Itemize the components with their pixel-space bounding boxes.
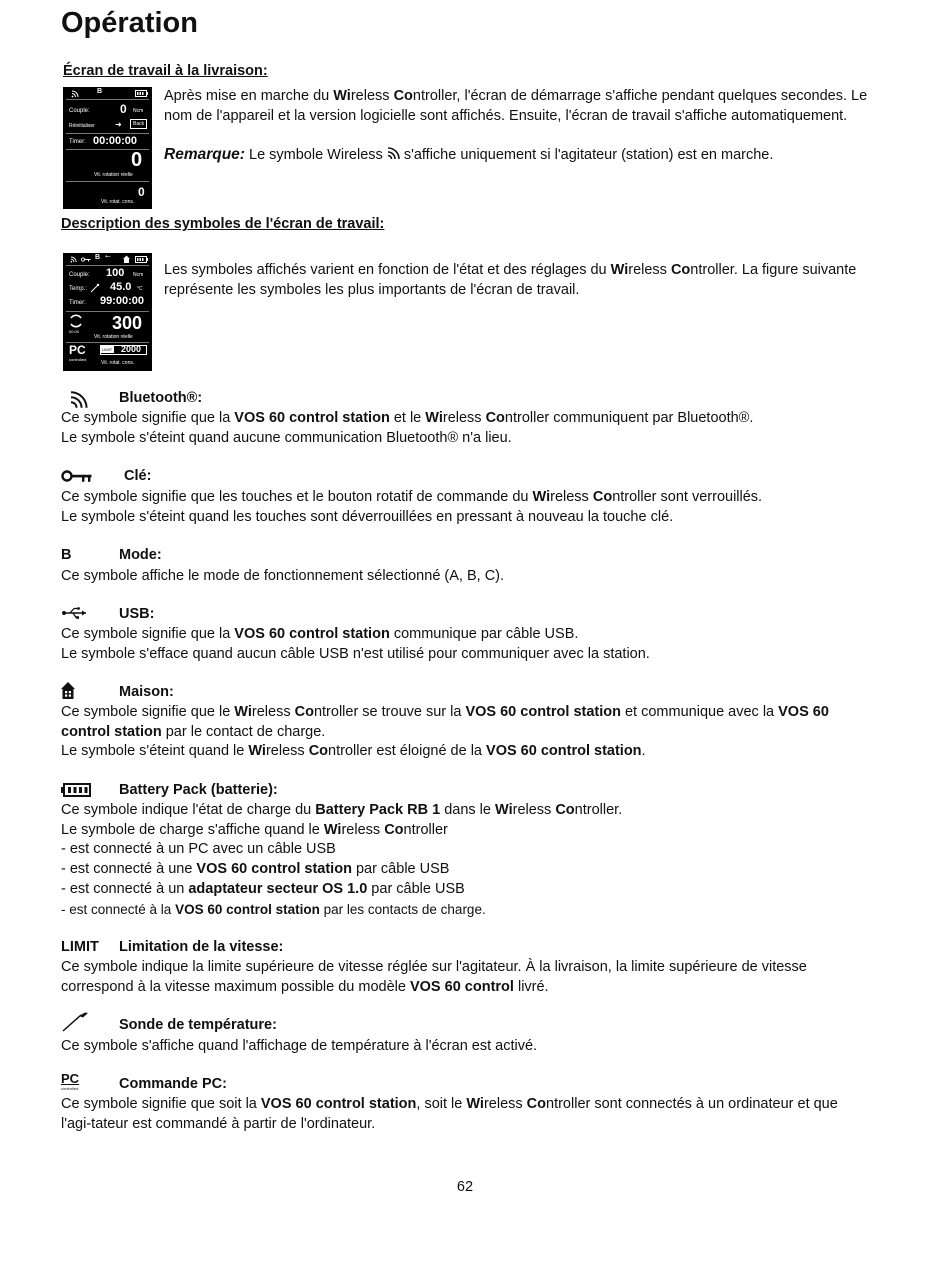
couple-value: 0 bbox=[120, 102, 127, 116]
battery-condition-3: - est connecté à un adaptateur secteur OS 1.0 par câble USB bbox=[61, 880, 465, 897]
timer-value: 99:00:00 bbox=[100, 295, 145, 307]
battery-title: Battery Pack (batterie): bbox=[119, 782, 278, 798]
mode-symbol: B bbox=[61, 547, 72, 563]
usb-description: Ce symbole signifie que la VOS 60 control station communique par câble USB. Le symbole s'efface quand aucun câble USB n'est utilisé pour communiquer avec la station. bbox=[61, 626, 650, 662]
setpoint-value: 0 bbox=[138, 185, 145, 199]
pc-symbol: PC bbox=[61, 1071, 80, 1086]
pc-title: Commande PC: bbox=[119, 1076, 227, 1092]
delivery-screen-paragraph: Après mise en marche du Wireless Controller, l'écran de démarrage s'affiche pendant quelques secondes. Le nom de l'appareil et la version logicielle sont affichés. Ensuite, l'écran de travail s'affiche automatiquement. bbox=[164, 88, 868, 124]
battery-description: Ce symbole indique l'état de charge du Battery Pack RB 1 dans le Wireless Controller. Le symbole de charge s'affiche quand le Wireless Controller - est connecté à un PC avec un câble USB - est connecté à une VOS 60 control station par câble USB - est connecté à un adaptateur secteur OS 1.0 par câble USB - est connecté à la VOS 60 control station par les contacts de charge. bbox=[61, 801, 871, 919]
reset-label: Réinitialiser bbox=[69, 123, 95, 129]
temperature-probe-icon bbox=[90, 283, 100, 293]
home-description: Ce symbole signifie que le Wireless Controller se trouve sur la VOS 60 control station et communique avec la VOS 60 control station par le contact de charge. Le symbole s'éteint quand le Wireless Controller est éloigné de la VOS 60 control station. bbox=[61, 704, 829, 760]
battery-icon bbox=[135, 256, 148, 263]
pc-indicator: PC bbox=[69, 343, 86, 357]
speed-label: Vit. rotation réelle bbox=[94, 334, 133, 340]
bluetooth-title: Bluetooth®: bbox=[119, 390, 203, 406]
couple-label: Couple: bbox=[69, 272, 90, 278]
temp-title: Sonde de température: bbox=[119, 1017, 277, 1033]
timer-label: Timer: bbox=[69, 139, 86, 145]
battery-condition-2: - est connecté à une VOS 60 control station par câble USB bbox=[61, 861, 450, 878]
setpoint-label: Vit. rotat. cons. bbox=[101, 360, 135, 366]
remark-label: Remarque: bbox=[164, 146, 245, 163]
back-button[interactable]: Back bbox=[130, 119, 147, 129]
battery-icon bbox=[61, 783, 91, 797]
temp-value: 45.0 bbox=[110, 281, 132, 293]
key-title: Clé: bbox=[124, 468, 152, 484]
usb-icon: ⭠ bbox=[105, 253, 111, 260]
page-number: 62 bbox=[456, 1179, 474, 1195]
temperature-probe-icon bbox=[61, 1011, 91, 1033]
section-heading-symbols: Description des symboles de l'écran de travail: bbox=[61, 216, 385, 232]
wireless-icon bbox=[71, 90, 79, 98]
bluetooth-description: Ce symbole signifie que la VOS 60 control station et le Wireless Controller communiquent par Bluetooth®. Le symbole s'éteint quand aucune communication Bluetooth® n'a lieu. bbox=[61, 410, 754, 446]
battery-condition-1: - est connecté à un PC avec un câble USB bbox=[61, 841, 336, 858]
pc-controlled-label: controlled bbox=[69, 357, 87, 362]
mode-indicator: B bbox=[97, 88, 103, 95]
arrow-right-icon: ➜ bbox=[115, 120, 122, 129]
couple-unit: Ncm bbox=[133, 272, 144, 278]
limit-description: Ce symbole indique la limite supérieure de vitesse réglée sur l'agitateur. À la livraison, la limite supérieure de vitesse correspond à la vitesse maximum possible du modèle VOS 60 control livré. bbox=[61, 959, 807, 995]
work-screen-delivery-image bbox=[63, 87, 152, 209]
mode-description: Ce symbole affiche le mode de fonctionnement sélectionné (A, B, C). bbox=[61, 568, 505, 584]
limit-title: Limitation de la vitesse: bbox=[119, 939, 284, 955]
limit-symbol: LIMIT bbox=[61, 939, 99, 955]
pc-description: Ce symbole signifie que soit la VOS 60 control station, soit le Wireless Controller sont connectés à un ordinateur et que l'agi-tateur est commandé à partir de l'ordinateur. bbox=[61, 1096, 838, 1132]
key-icon bbox=[61, 469, 93, 483]
wireless-icon bbox=[387, 147, 400, 160]
home-icon bbox=[123, 255, 130, 263]
wireless-icon bbox=[70, 256, 77, 263]
timer-label: Timer: bbox=[69, 300, 86, 306]
couple-unit: Ncm bbox=[133, 108, 144, 114]
rotation-time: 00:00 bbox=[69, 329, 80, 334]
work-screen-symbols-image bbox=[63, 253, 152, 371]
key-icon bbox=[81, 257, 91, 262]
speed-label: Vit. rotation réelle bbox=[94, 172, 133, 178]
mode-title: Mode: bbox=[119, 547, 162, 563]
pc-symbol-subtitle: controlled bbox=[61, 1086, 79, 1091]
setpoint-label: Vit. rotat. cons. bbox=[101, 199, 135, 205]
wireless-icon bbox=[61, 390, 101, 410]
mode-indicator: B bbox=[95, 254, 101, 261]
usb-title: USB: bbox=[119, 606, 155, 622]
couple-label: Couple: bbox=[69, 108, 90, 114]
limit-badge: LIMIT bbox=[102, 347, 113, 352]
key-description: Ce symbole signifie que les touches et le bouton rotatif de commande du Wireless Controller sont verrouillés. Le symbole s'éteint quand les touches sont déverrouillées en pressant à nouveau la touche clé. bbox=[61, 489, 763, 525]
temp-unit: °C bbox=[137, 286, 143, 292]
page-title: Opération bbox=[61, 7, 198, 39]
home-icon bbox=[61, 682, 75, 699]
speed-value: 0 bbox=[131, 149, 143, 171]
usb-icon bbox=[61, 606, 89, 620]
couple-value: 100 bbox=[106, 267, 125, 279]
setpoint-value: 2000 bbox=[121, 344, 142, 354]
temp-description: Ce symbole s'affiche quand l'affichage de température à l'écran est activé. bbox=[61, 1038, 538, 1054]
rotation-icon bbox=[68, 314, 84, 328]
symbols-intro-paragraph: Les symboles affichés varient en fonction de l'état et des réglages du Wireless Controller. La figure suivante représente les symboles les plus importants de l'écran de travail. bbox=[164, 262, 857, 298]
speed-value: 300 bbox=[112, 313, 143, 333]
battery-icon bbox=[135, 90, 148, 97]
battery-condition-4: - est connecté à la VOS 60 control station par les contacts de charge. bbox=[61, 901, 486, 917]
temp-label: Temp.: bbox=[69, 286, 88, 292]
timer-value: 00:00:00 bbox=[93, 135, 138, 147]
remark-paragraph: Remarque: Le symbole Wireless s'affiche uniquement si l'agitateur (station) est en marche. bbox=[164, 146, 774, 163]
home-title: Maison: bbox=[119, 684, 174, 700]
section-heading-delivery-screen: Écran de travail à la livraison: bbox=[63, 63, 268, 79]
